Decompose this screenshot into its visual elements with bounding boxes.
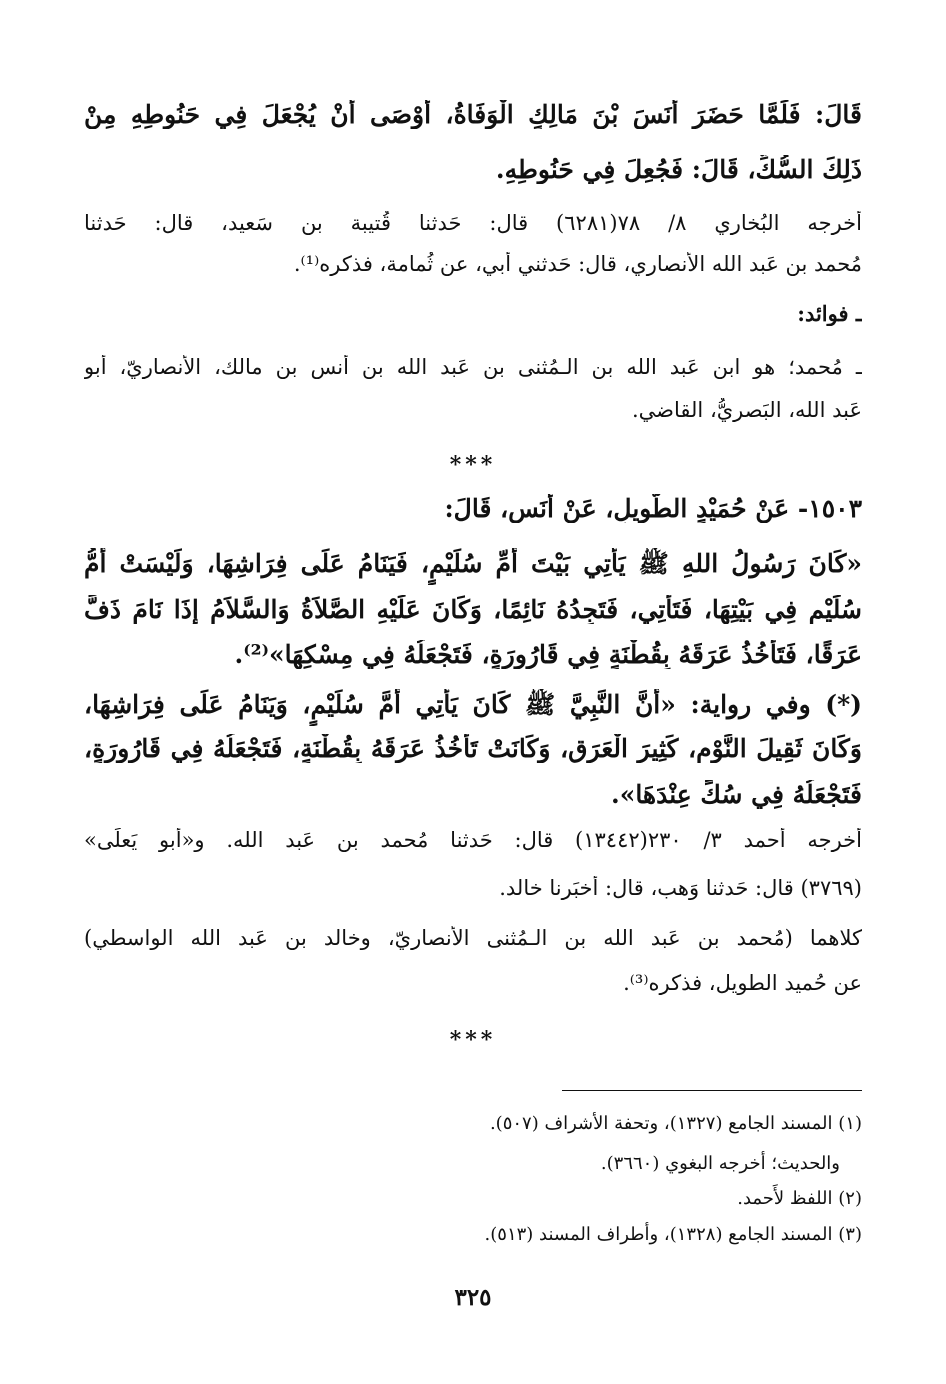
takhrij-line: أخرجه البُخاري ٨/ ٧٨(٦٢٨١) قال: حَدثنا قُتيبة بن سَعيد، قال: حَدثنا: [84, 211, 862, 235]
riwaya-line: فَتَجْعَلُهُ فِي سُكٍّ عِنْدَهَا».: [610, 780, 862, 809]
footnote: (١) المسند الجامع (١٣٢٧)، وتحفة الأشراف (٥٠٧).: [489, 1113, 862, 1134]
fawaid-heading: ـ فوائد:: [797, 301, 862, 326]
hadith-heading: ١٥٠٣- عَنْ حُمَيْدٍ الطَّوِيلِ، عَنْ أَنَسٍ، قَالَ:: [444, 494, 862, 523]
fawaid-line: عَبد الله، البَصريُّ، القاضي.: [632, 398, 862, 422]
section-separator: ***: [449, 452, 497, 478]
takhrij-line: مُحمد بن عَبد الله الأَنصاري، قال: حَدثني أَبي، عن ثُمامة، فذكره⁽¹⁾.: [293, 252, 862, 276]
fawaid-line: ـ مُحمد؛ هو ابن عَبد الله بن الـمُثنى بن عَبد الله بن أَنس بن مالك، الأَنصاريّ، أَبو: [84, 355, 862, 379]
hadith-text-line: عَرَقًا، فَتَأْخُذُ عَرَقَهُ بِقُطْنَةٍ فِي قَارُورَةٍ، فَتَجْعَلُهُ فِي مِسْكِهَا»⁽²⁾.: [234, 640, 862, 669]
kilahuma-line: كلاهما (مُحمد بن عَبد الله بن الـمُثنى الأَنصاريّ، وخالد بن عَبد الله الواسطي): [84, 926, 862, 950]
hadith-text-line: سُلَيْمٍ فِي بَيْتِهَا، فَتَأْتِي، فَتَجِدُهُ نَائِمًا، وَكَانَ عَلَيْهِ الصَّلاَةُ وَالسَّلاَمُ إِذَا نَامَ ذَفَّ: [84, 595, 862, 624]
kilahuma-line: عن حُميد الطويل، فذكره⁽³⁾.: [623, 971, 862, 995]
footnote: (٣) المسند الجامع (١٣٢٨)، وأطراف المسند (٥١٣).: [484, 1224, 862, 1245]
footnote: والحديث؛ أخرجه البغوي (٣٦٦٠).: [600, 1153, 840, 1174]
hadith-text-line: قَالَ: فَلَمَّا حَضَرَ أَنَسَ بْنَ مَالِكٍ الْوَفَاةُ، أَوْصَى أَنْ يُجْعَلَ فِي حَنُوطِهِ مِنْ: [84, 100, 862, 129]
footnote-rule: [562, 1090, 862, 1091]
riwaya-line: (*) وفي رواية: «أَنَّ النَّبِيَّ ﷺ كَانَ يَأْتِي أُمَّ سُلَيْمٍ، وَيَنَامُ عَلَى فِرَاشِهَا،: [84, 690, 862, 719]
section-separator: ***: [449, 1027, 497, 1053]
page-number: ٣٢٥: [454, 1284, 492, 1311]
takhrij-line: (٣٧٦٩) قال: حَدثنا وَهب، قال: أَخبَرنا خالد.: [499, 876, 862, 900]
takhrij-line: أخرجه أَحمد ٣/ ٢٣٠(١٣٤٤٢) قال: حَدثنا مُحمد بن عَبد الله. و«أَبو يَعلَى»: [84, 828, 862, 852]
hadith-text-line: ذَلِكَ السُّكِّ، قَالَ: فَجُعِلَ فِي حَنُوطِهِ.: [495, 155, 862, 184]
riwaya-line: وَكَانَ ثَقِيلَ النَّوْمِ، كَثِيرَ الْعَرَقِ، وَكَانَتْ تَأْخُذُ عَرَقَهُ بِقُطْنَةٍ، فَتَجْعَلُهُ فِي قَارُورَةٍ،: [84, 734, 862, 763]
footnote: (٢) اللفظ لأَحمد.: [737, 1188, 862, 1209]
hadith-text-line: «كَانَ رَسُولُ اللهِ ﷺ يَأْتِي بَيْتَ أُمِّ سُلَيْمٍ، فَيَنَامُ عَلَى فِرَاشِهَا، وَلَيْسَتْ أُمُّ: [84, 549, 862, 578]
